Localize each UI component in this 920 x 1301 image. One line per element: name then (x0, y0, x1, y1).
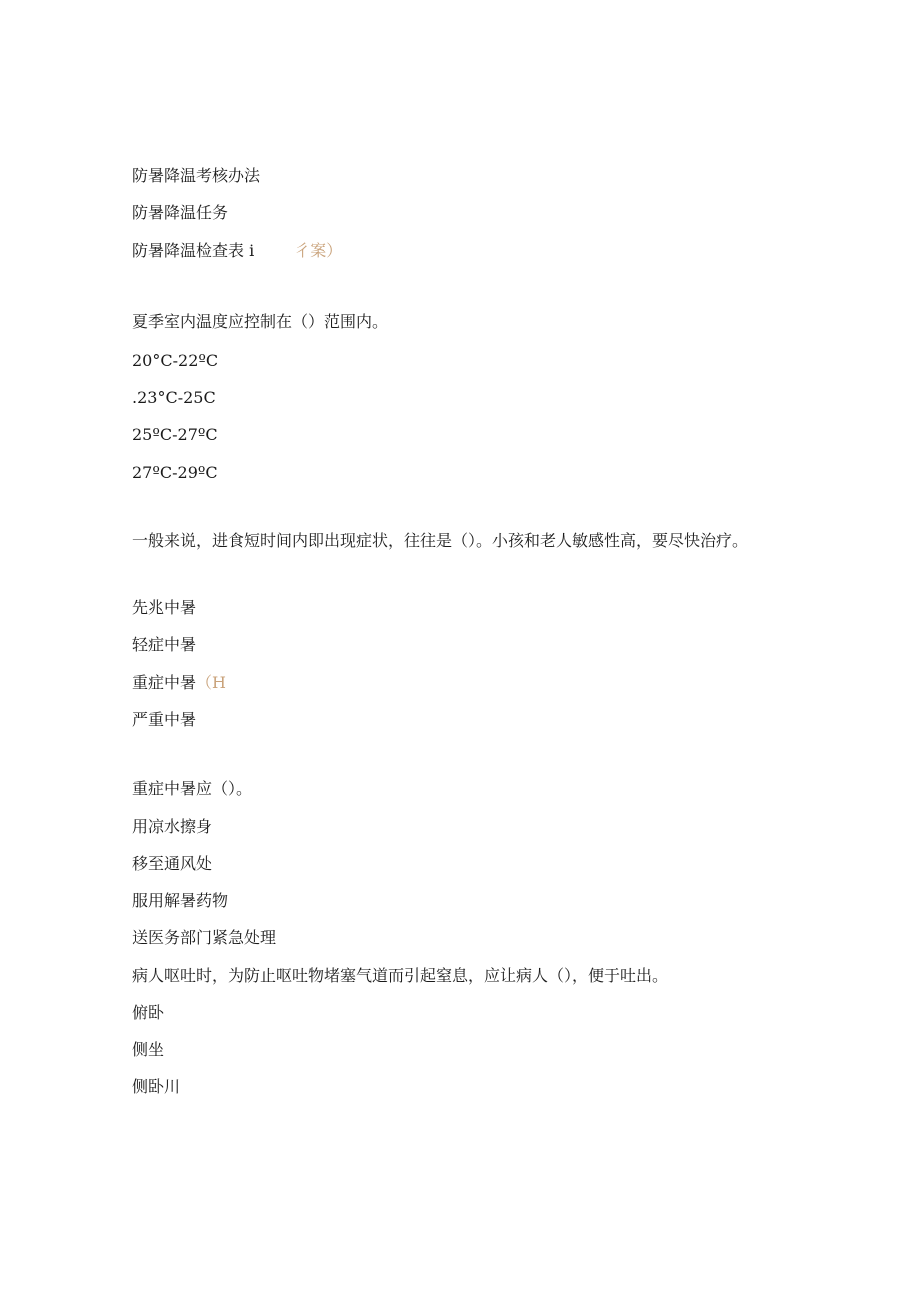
intro-line-2: 防暑降温任务 (132, 203, 229, 222)
q4-stem: 病人呕吐时，为防止呕吐物堵塞气道而引起窒息，应让病人（），便于吐出。 (132, 966, 669, 985)
q2-option-b: 轻症中暑 (132, 635, 197, 654)
q1-option-c: 25ºC-27ºC (132, 425, 218, 444)
q3-option-c: 服用解暑药物 (132, 891, 229, 910)
q3-option-d: 送医务部门紧急处理 (132, 928, 277, 947)
q3-option-b: 移至通风处 (132, 854, 213, 873)
q1-option-b: .23°C-25C (132, 388, 216, 407)
q2-option-c-text: 重症中暑 (132, 673, 197, 692)
q2-option-c-faint-mark: （H (196, 673, 226, 692)
q3-stem: 重症中暑应（）。 (132, 779, 253, 798)
q4-option-a: 俯卧 (132, 1003, 165, 1022)
q2-option-d: 严重中暑 (132, 710, 197, 729)
q4-option-b: 侧坐 (132, 1040, 165, 1059)
intro-line-3-text: 防暑降温检查表 i (132, 241, 255, 260)
intro-line-1: 防暑降温考核办法 (132, 166, 261, 185)
q2-option-c (132, 672, 226, 694)
q2-option-a: 先兆中暑 (132, 598, 197, 617)
q1-option-d: 27ºC-29ºC (132, 463, 218, 482)
q3-option-a: 用凉水擦身 (132, 817, 213, 836)
q1-option-a: 20°C-22ºC (132, 351, 219, 370)
q1-stem: 夏季室内温度应控制在（）范围内。 (132, 312, 389, 331)
q2-stem: 一般来说，进食短时间内即出现症状，往往是（）。小孩和老人敏感性高，要尽快治疗。 (132, 531, 749, 550)
q4-option-c: 侧卧川 (132, 1077, 181, 1096)
intro-line-3 (132, 240, 342, 262)
intro-line-3-faint-mark: 彳案） (294, 241, 343, 260)
